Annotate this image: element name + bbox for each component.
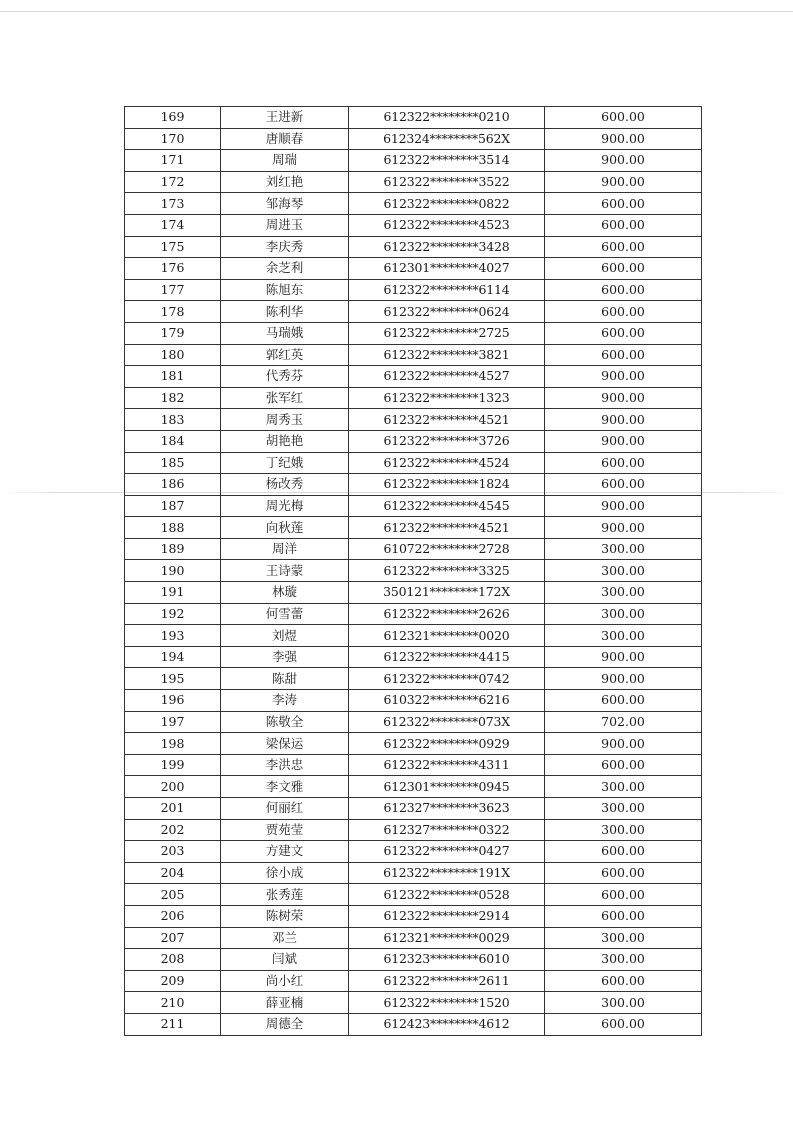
row-number: 207 <box>125 927 221 949</box>
id-number: 612322********3428 <box>349 236 545 258</box>
amount: 300.00 <box>545 927 702 949</box>
table-row <box>125 711 702 733</box>
row-number: 193 <box>125 625 221 647</box>
table-row <box>125 193 702 215</box>
row-number: 202 <box>125 819 221 841</box>
table-row <box>125 733 702 755</box>
table-row <box>125 970 702 992</box>
amount: 300.00 <box>545 625 702 647</box>
table-row <box>125 322 702 344</box>
person-name: 何丽红 <box>221 798 349 820</box>
table-row <box>125 171 702 193</box>
amount: 300.00 <box>545 798 702 820</box>
person-name: 李涛 <box>221 690 349 712</box>
amount: 900.00 <box>545 387 702 409</box>
scan-edge-line <box>0 11 793 12</box>
row-number: 171 <box>125 150 221 172</box>
amount: 600.00 <box>545 754 702 776</box>
row-number: 204 <box>125 862 221 884</box>
id-number: 612322********3726 <box>349 430 545 452</box>
amount: 600.00 <box>545 322 702 344</box>
row-number: 194 <box>125 646 221 668</box>
id-number: 612322********0624 <box>349 301 545 323</box>
table-row <box>125 150 702 172</box>
amount: 900.00 <box>545 150 702 172</box>
amount: 600.00 <box>545 107 702 129</box>
row-number: 200 <box>125 776 221 798</box>
id-number: 612322********4527 <box>349 366 545 388</box>
amount: 300.00 <box>545 538 702 560</box>
person-name: 李强 <box>221 646 349 668</box>
row-number: 190 <box>125 560 221 582</box>
person-name: 闫斌 <box>221 949 349 971</box>
id-number: 612322********2611 <box>349 970 545 992</box>
amount: 900.00 <box>545 430 702 452</box>
row-number: 179 <box>125 322 221 344</box>
person-name: 王诗蒙 <box>221 560 349 582</box>
row-number: 186 <box>125 474 221 496</box>
person-name: 邹海琴 <box>221 193 349 215</box>
amount: 702.00 <box>545 711 702 733</box>
amount: 300.00 <box>545 949 702 971</box>
id-number: 612322********4523 <box>349 214 545 236</box>
table-row <box>125 409 702 431</box>
table-row <box>125 841 702 863</box>
amount: 600.00 <box>545 690 702 712</box>
person-name: 陈树荣 <box>221 905 349 927</box>
person-name: 张军红 <box>221 387 349 409</box>
amount: 600.00 <box>545 841 702 863</box>
id-number: 612301********4027 <box>349 258 545 280</box>
row-number: 182 <box>125 387 221 409</box>
row-number: 175 <box>125 236 221 258</box>
id-number: 612322********1824 <box>349 474 545 496</box>
amount: 300.00 <box>545 560 702 582</box>
table-row <box>125 646 702 668</box>
table-row <box>125 798 702 820</box>
person-name: 周秀玉 <box>221 409 349 431</box>
id-number: 612322********0210 <box>349 107 545 129</box>
id-number: 612301********0945 <box>349 776 545 798</box>
amount: 600.00 <box>545 236 702 258</box>
amount: 600.00 <box>545 905 702 927</box>
amount: 300.00 <box>545 992 702 1014</box>
table-row <box>125 279 702 301</box>
id-number: 612322********3522 <box>349 171 545 193</box>
person-name: 向秋莲 <box>221 517 349 539</box>
amount: 900.00 <box>545 517 702 539</box>
table-row <box>125 387 702 409</box>
person-name: 余芝利 <box>221 258 349 280</box>
id-number: 610722********2728 <box>349 538 545 560</box>
row-number: 208 <box>125 949 221 971</box>
person-name: 邓兰 <box>221 927 349 949</box>
roster-table-body <box>125 107 702 1036</box>
row-number: 206 <box>125 905 221 927</box>
amount: 900.00 <box>545 171 702 193</box>
row-number: 210 <box>125 992 221 1014</box>
person-name: 李文雅 <box>221 776 349 798</box>
person-name: 陈敬全 <box>221 711 349 733</box>
person-name: 周洋 <box>221 538 349 560</box>
table-row <box>125 258 702 280</box>
id-number: 612327********0322 <box>349 819 545 841</box>
row-number: 183 <box>125 409 221 431</box>
person-name: 周瑞 <box>221 150 349 172</box>
person-name: 尚小红 <box>221 970 349 992</box>
table-row <box>125 517 702 539</box>
row-number: 180 <box>125 344 221 366</box>
amount: 300.00 <box>545 582 702 604</box>
id-number: 612322********073X <box>349 711 545 733</box>
row-number: 170 <box>125 128 221 150</box>
person-name: 周德全 <box>221 1013 349 1035</box>
id-number: 612322********3514 <box>349 150 545 172</box>
person-name: 方建文 <box>221 841 349 863</box>
amount: 300.00 <box>545 603 702 625</box>
table-row <box>125 430 702 452</box>
id-number: 612322********0742 <box>349 668 545 690</box>
table-row <box>125 474 702 496</box>
person-name: 周进玉 <box>221 214 349 236</box>
row-number: 197 <box>125 711 221 733</box>
id-number: 612322********1323 <box>349 387 545 409</box>
amount: 600.00 <box>545 862 702 884</box>
row-number: 185 <box>125 452 221 474</box>
id-number: 612423********4612 <box>349 1013 545 1035</box>
id-number: 612323********6010 <box>349 949 545 971</box>
person-name: 张秀莲 <box>221 884 349 906</box>
person-name: 陈甜 <box>221 668 349 690</box>
id-number: 610322********6216 <box>349 690 545 712</box>
table-row <box>125 236 702 258</box>
table-row <box>125 1013 702 1035</box>
id-number: 612322********0528 <box>349 884 545 906</box>
row-number: 209 <box>125 970 221 992</box>
table-row <box>125 819 702 841</box>
roster-table <box>124 106 702 1036</box>
id-number: 612322********4524 <box>349 452 545 474</box>
table-row <box>125 905 702 927</box>
id-number: 612324********562X <box>349 128 545 150</box>
person-name: 胡艳艳 <box>221 430 349 452</box>
person-name: 何雪蕾 <box>221 603 349 625</box>
amount: 600.00 <box>545 970 702 992</box>
id-number: 612322********3325 <box>349 560 545 582</box>
id-number: 612321********0029 <box>349 927 545 949</box>
table-row <box>125 625 702 647</box>
table-row <box>125 495 702 517</box>
row-number: 211 <box>125 1013 221 1035</box>
amount: 900.00 <box>545 366 702 388</box>
person-name: 陈旭东 <box>221 279 349 301</box>
id-number: 612322********191X <box>349 862 545 884</box>
id-number: 612322********4521 <box>349 409 545 431</box>
table-row <box>125 862 702 884</box>
amount: 600.00 <box>545 1013 702 1035</box>
table-row <box>125 949 702 971</box>
row-number: 199 <box>125 754 221 776</box>
id-number: 612322********4521 <box>349 517 545 539</box>
amount: 600.00 <box>545 193 702 215</box>
person-name: 唐顺春 <box>221 128 349 150</box>
person-name: 徐小成 <box>221 862 349 884</box>
table-row <box>125 344 702 366</box>
id-number: 612322********4545 <box>349 495 545 517</box>
row-number: 195 <box>125 668 221 690</box>
id-number: 612322********2914 <box>349 905 545 927</box>
row-number: 174 <box>125 214 221 236</box>
row-number: 187 <box>125 495 221 517</box>
id-number: 612322********4415 <box>349 646 545 668</box>
table-row <box>125 690 702 712</box>
amount: 600.00 <box>545 452 702 474</box>
table-row <box>125 301 702 323</box>
id-number: 350121********172X <box>349 582 545 604</box>
row-number: 201 <box>125 798 221 820</box>
row-number: 173 <box>125 193 221 215</box>
person-name: 贾苑莹 <box>221 819 349 841</box>
amount: 600.00 <box>545 474 702 496</box>
table-row <box>125 366 702 388</box>
person-name: 李庆秀 <box>221 236 349 258</box>
person-name: 王进新 <box>221 107 349 129</box>
amount: 900.00 <box>545 409 702 431</box>
table-row <box>125 107 702 129</box>
amount: 600.00 <box>545 301 702 323</box>
amount: 300.00 <box>545 776 702 798</box>
id-number: 612322********3821 <box>349 344 545 366</box>
amount: 900.00 <box>545 646 702 668</box>
table-row <box>125 603 702 625</box>
person-name: 李洪忠 <box>221 754 349 776</box>
person-name: 刘红艳 <box>221 171 349 193</box>
row-number: 184 <box>125 430 221 452</box>
table-row <box>125 776 702 798</box>
amount: 600.00 <box>545 214 702 236</box>
row-number: 192 <box>125 603 221 625</box>
id-number: 612321********0020 <box>349 625 545 647</box>
amount: 900.00 <box>545 668 702 690</box>
table-row <box>125 452 702 474</box>
row-number: 178 <box>125 301 221 323</box>
id-number: 612322********6114 <box>349 279 545 301</box>
amount: 900.00 <box>545 128 702 150</box>
row-number: 205 <box>125 884 221 906</box>
id-number: 612322********4311 <box>349 754 545 776</box>
row-number: 189 <box>125 538 221 560</box>
table-row <box>125 927 702 949</box>
row-number: 191 <box>125 582 221 604</box>
amount: 600.00 <box>545 258 702 280</box>
person-name: 代秀芬 <box>221 366 349 388</box>
table-row <box>125 560 702 582</box>
table-row <box>125 992 702 1014</box>
row-number: 181 <box>125 366 221 388</box>
table-row <box>125 884 702 906</box>
row-number: 176 <box>125 258 221 280</box>
table-row <box>125 128 702 150</box>
row-number: 172 <box>125 171 221 193</box>
id-number: 612322********0822 <box>349 193 545 215</box>
row-number: 177 <box>125 279 221 301</box>
amount: 600.00 <box>545 279 702 301</box>
id-number: 612322********2626 <box>349 603 545 625</box>
id-number: 612322********0929 <box>349 733 545 755</box>
row-number: 169 <box>125 107 221 129</box>
table-row <box>125 754 702 776</box>
row-number: 196 <box>125 690 221 712</box>
person-name: 刘煜 <box>221 625 349 647</box>
person-name: 郭红英 <box>221 344 349 366</box>
amount: 900.00 <box>545 733 702 755</box>
amount: 600.00 <box>545 884 702 906</box>
row-number: 203 <box>125 841 221 863</box>
person-name: 薛亚楠 <box>221 992 349 1014</box>
id-number: 612322********0427 <box>349 841 545 863</box>
amount: 900.00 <box>545 495 702 517</box>
table-row <box>125 582 702 604</box>
row-number: 188 <box>125 517 221 539</box>
id-number: 612322********1520 <box>349 992 545 1014</box>
table-row <box>125 668 702 690</box>
amount: 300.00 <box>545 819 702 841</box>
amount: 600.00 <box>545 344 702 366</box>
person-name: 丁纪娥 <box>221 452 349 474</box>
person-name: 林璇 <box>221 582 349 604</box>
person-name: 杨改秀 <box>221 474 349 496</box>
table-row <box>125 214 702 236</box>
person-name: 陈利华 <box>221 301 349 323</box>
id-number: 612327********3623 <box>349 798 545 820</box>
id-number: 612322********2725 <box>349 322 545 344</box>
row-number: 198 <box>125 733 221 755</box>
table-row <box>125 538 702 560</box>
person-name: 梁保运 <box>221 733 349 755</box>
person-name: 周光梅 <box>221 495 349 517</box>
person-name: 马瑞娥 <box>221 322 349 344</box>
